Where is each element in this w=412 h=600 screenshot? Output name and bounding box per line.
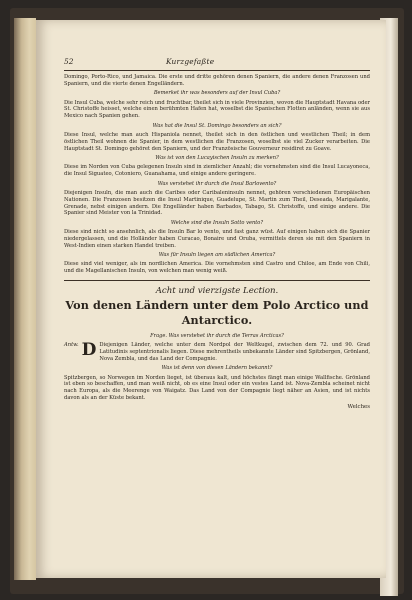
catchword: Welches (347, 404, 370, 411)
question: Was ist denn von diesen Ländern bekannt? (161, 365, 273, 372)
question: Was ist von den Lucayischen Insuln zu merken? (155, 154, 279, 161)
section-rule (64, 280, 370, 281)
question: Was verstehet ihr durch die Insul Barlovento? (157, 180, 277, 187)
chapter-title: Von denen Ländern unter dem Polo Arctico und Antarctico. (65, 297, 369, 328)
drop-cap: D (81, 340, 97, 361)
header-rule (64, 70, 370, 71)
paragraph: Domingo, Porto-Rico, und Jamaica. Die erste und dritte gehören denen Spaniern, die andere denen Franzosen und Spaniern, und die vierte denen Engelländern. (64, 74, 370, 87)
lection-heading: Acht und vierzigste Lection. (155, 285, 279, 296)
question: Bemerket ihr was besonders auf der Insul Cuba? (153, 90, 281, 97)
question: Welche sind die Insuln Sotto vento? (170, 219, 264, 226)
page-stack-edge (14, 18, 36, 580)
paragraph: Spitzbergen, so Norwegen im Norden lieget, ist überaus kalt, und höchstes fängt man einige Wallfische. Grönland ist eben so beschaffen, und man weiß nicht, ob es eine Insul oder ein vestes Land ist. Nova-Zembla scheinet nicht nach Europa, als die Meerenge von Waigatz. Das Land von der Compagnie liegt näher an Asien, und ist nichts davon als an der Küste bekant. (64, 374, 370, 401)
paragraph: Diese sind viel weniger, als im nordlichen America. Die vornehmsten sind Castro und Chiloe, am Ende von Chili, und die Magellanischen Insuln, von welchen man wenig weiß. (64, 261, 370, 275)
running-header (64, 57, 370, 71)
answer-label: Antw. (64, 342, 79, 349)
paragraph: Diese im Norden von Cuba gelegenen Insuln sind in ziemlicher Anzahl; die vornehmsten sind die Insul Lucayoneca, die Insul Siguateo, Cotoniero, Guanahama, und einige andere geringere. (64, 164, 370, 178)
answer-paragraph (64, 342, 370, 362)
answer-text: Diejenigen Länder, welche unter dem Nordpol der Weltkugel, zwischen dem 72. und 90. Grad Latitudinis septentrionalis liegen. Diese mehrentheils unbekannte Länder sind Spitzbergen, Grönland, Nova Zembla, und das Land der Compagnie. (99, 342, 370, 362)
page-number: 52 (64, 57, 74, 66)
question: Was für Insuln liegen am südlichen America? (158, 252, 276, 259)
paragraph: Die Insul Cuba, welche sehr reich und fruchtbar, theilet sich in viele Provinzien, wovon die Hauptstadt Havana oder St. Christoffe heisset, welche einen berühmten Hafen hat, woselbst die Spanischen Flotten anländen, wenn sie aus Mexico nach Spanien gehen. (64, 99, 370, 120)
paragraph: Diese sind nicht so ansehnlich, als die Insuln Bar lo vento, und fast ganz wüst. Auf einigen haben sich die Spanier niedergelassen, und die Holländer haben Curacao, Bonaire und Oruba, vermittels deren sie mit den Spaniern in West-Indien einen starken Handel treiben. (64, 229, 370, 249)
question: Frage. Was verstehet ihr durch die Terras Arcticas? (150, 332, 284, 339)
book-page (36, 20, 386, 578)
page-body (64, 74, 370, 411)
running-title: Kurzgefaßte (166, 57, 215, 66)
paragraph: Diese Insul, welche man auch Hispaniola nennet, theilet sich in den östlichen und westlichen Theil; in dem östlichen Theil wohnen die Spanier, in dem westlichen die Franzosen, woselbst sie viel Zucker verarbeiten. Die Hauptstadt St. Domingo gehöret den Spaniern, und der Französische Gouverneur residiret zu Goave. (64, 131, 370, 152)
question: Was hat die Insul St. Domingo besonders an sich? (152, 122, 282, 129)
paragraph: Diejenigen Insuln, die man auch die Caribes oder Caribaleninsuln nennet, gehören verschiedenen Europäischen Nationen. Die Franzosen besitzen die Insul Martinique, Guadelupe, St. Martin zum Theil, Deseada, Marigalante, Grenade, nebst einigen andern. Die Engelländer haben Barbados, Tabago, St. Christoffe, und einige andere. Die Spanier sind Meister von la Trinidad. (64, 189, 370, 217)
